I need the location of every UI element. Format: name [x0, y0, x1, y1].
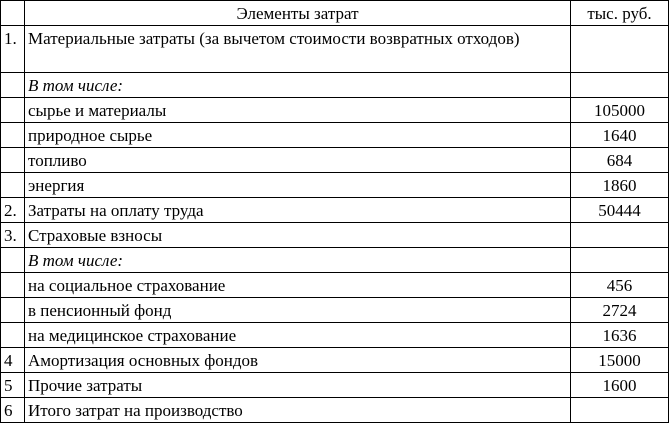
row-number	[1, 173, 25, 198]
row-label: природное сырье	[25, 123, 571, 148]
table-row	[1, 223, 669, 248]
table-row	[1, 323, 669, 348]
row-value: 456	[571, 273, 669, 298]
row-number	[1, 298, 25, 323]
table-row	[1, 173, 669, 198]
table-row	[1, 348, 669, 373]
row-label: Итого затрат на производство	[25, 398, 571, 423]
table-row	[1, 373, 669, 398]
row-label: на медицинское страхование	[25, 323, 571, 348]
row-label: Амортизация основных фондов	[25, 348, 571, 373]
row-number	[1, 273, 25, 298]
row-number: 1.	[1, 26, 25, 73]
header-unit: тыс. руб.	[571, 1, 669, 26]
row-number: 3.	[1, 223, 25, 248]
table-row	[1, 248, 669, 273]
row-value: 684	[571, 148, 669, 173]
row-number: 6	[1, 398, 25, 423]
row-number	[1, 73, 25, 98]
table-row	[1, 273, 669, 298]
row-label: сырье и материалы	[25, 98, 571, 123]
row-label: на социальное страхование	[25, 273, 571, 298]
row-label: топливо	[25, 148, 571, 173]
row-label: Материальные затраты (за вычетом стоимости возвратных отходов)	[25, 26, 571, 73]
table-row	[1, 398, 669, 423]
row-label: Прочие затраты	[25, 373, 571, 398]
row-number: 4	[1, 348, 25, 373]
row-value: 105000	[571, 98, 669, 123]
table-row	[1, 148, 669, 173]
row-value: 2724	[571, 298, 669, 323]
row-value	[571, 223, 669, 248]
row-value	[571, 398, 669, 423]
table-row	[1, 198, 669, 223]
table-row	[1, 98, 669, 123]
row-value	[571, 248, 669, 273]
row-label: Страховые взносы	[25, 223, 571, 248]
row-number	[1, 123, 25, 148]
row-value: 50444	[571, 198, 669, 223]
row-label: В том числе:	[25, 73, 571, 98]
row-label: в пенсионный фонд	[25, 298, 571, 323]
table-row	[1, 123, 669, 148]
table-header-row	[1, 1, 669, 26]
row-value: 1860	[571, 173, 669, 198]
row-value: 15000	[571, 348, 669, 373]
row-label: В том числе:	[25, 248, 571, 273]
row-value: 1600	[571, 373, 669, 398]
row-number: 2.	[1, 198, 25, 223]
header-number-cell	[1, 1, 25, 26]
table-row	[1, 26, 669, 73]
row-value: 1636	[571, 323, 669, 348]
row-value	[571, 26, 669, 73]
row-number: 5	[1, 373, 25, 398]
row-value: 1640	[571, 123, 669, 148]
row-label: Затраты на оплату труда	[25, 198, 571, 223]
row-number	[1, 248, 25, 273]
row-value	[571, 73, 669, 98]
row-number	[1, 323, 25, 348]
row-number	[1, 98, 25, 123]
header-cost-elements: Элементы затрат	[25, 1, 571, 26]
row-label: энергия	[25, 173, 571, 198]
row-number	[1, 148, 25, 173]
table-row	[1, 73, 669, 98]
table-row	[1, 298, 669, 323]
